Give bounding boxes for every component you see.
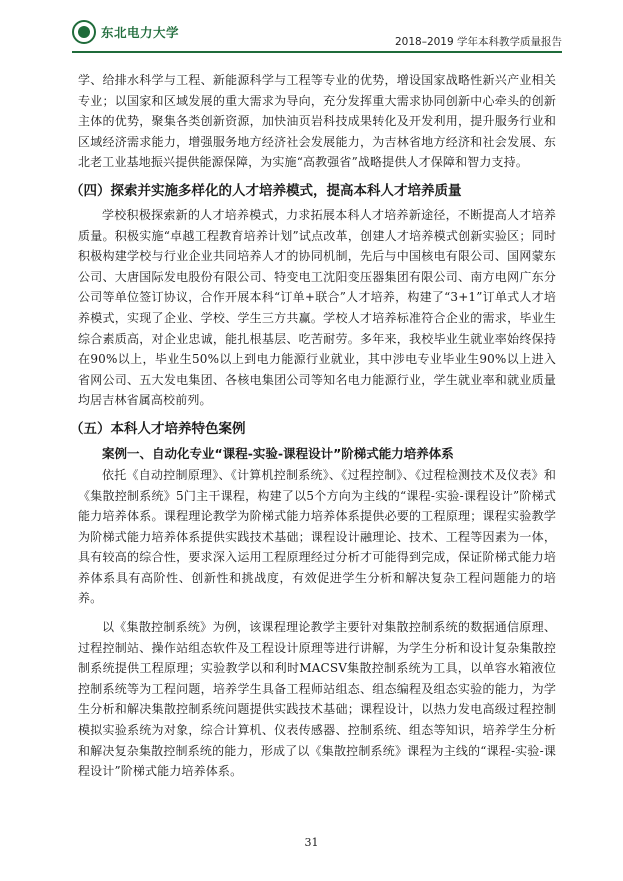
case-1-title: 案例一、自动化专业“课程-实验-课程设计”阶梯式能力培养体系 xyxy=(102,445,454,461)
report-title: 2018–2019 学年本科教学质量报告 xyxy=(394,36,562,48)
page-body xyxy=(70,70,556,782)
university-seal-icon xyxy=(72,20,96,44)
section-4-heading: （四）探索并实施多样化的人才培养模式，提高本科人才培养质量 xyxy=(70,182,462,199)
case-1-paragraph-2: 以《集散控制系统》为例，该课程理论教学主要针对集散控制系统的数据通信原理、过程控制站、操作站组态软件及工程设计原理等进行讲解，为学生分析和设计复杂集散控制系统提供工程原理；实验教学以和利时MACSV集散控制系统为工具，以单容水箱液位控制系统等为工程问题，培养学生具备工程师站组态、组态编程及组态实验的能力，为学生分析和解决集散控制系统问题提供实践技术基础；课程设计，以热力发电高级过程控制模拟实验系统为对象，综合计算机、仪表传感器、控制系统、组态等知识，培养学生分析和解决复杂集散控制系统的能力，形成了以《集散控制系统》课程为主线的“课程-实验-课程设计”阶梯式能力培养体系。 xyxy=(78,620,556,779)
university-logo xyxy=(72,20,179,44)
case-1-paragraph-1: 依托《自动控制原理》、《计算机控制系统》、《过程控制》、《过程检测技术及仪表》和《集散控制系统》5门主干课程，构建了以5个方向为主线的“课程-实验-课程设计”阶梯式能力培养体系。课程理论教学为阶梯式能力培养体系提供必要的工程原理；课程实验教学为阶梯式能力培养体系提供实践技术基础；课程设计融理论、技术、工程等因素为一体，具有较高的综合性，要求深入运用工程原理经过分析才可能得到完成，保证阶梯式能力培养体系具有高阶性、创新性和挑战度，有效促进学生分析和解决复杂工程问题能力的培养。 xyxy=(78,467,556,606)
section-5-heading: （五）本科人才培养特色案例 xyxy=(70,420,246,437)
page-header xyxy=(72,20,562,52)
section-4-paragraph: 学校积极探索新的人才培养模式，力求拓展本科人才培养新途径，不断提高人才培养质量。积极实施“卓越工程教育培养计划”试点改革，创建人才培养模式创新实验区；同时积极构建学校与行业企业共同培养人才的协同机制，先后与中国核电有限公司、国网蒙东公司、大唐国际发电股份有限公司、特变电工沈阳变压器集团有限公司、南方电网广东分公司等单位签订协议，合作开展本科“订单+联合”人才培养，构建了“3+1”订单式人才培养模式，实现了企业、学校、学生三方共赢。学校人才培养标准符合企业的需求，毕业生综合素质高，对企业忠诚，能扎根基层、吃苦耐劳。多年来，我校毕业生就业率始终保持在90%以上，毕业生50%以上到电力能源行业就业，其中涉电专业毕业生90%以上进入省网公司、五大发电集团、各核电集团公司等知名电力能源行业，学生就业率和就业质量均居吉林省属高校前列。 xyxy=(78,207,556,408)
logo-text: 东北电力大学 xyxy=(101,25,180,40)
header-divider xyxy=(72,51,562,53)
page-number: 31 xyxy=(304,836,319,849)
intro-paragraph: 学、给排水科学与工程、新能源科学与工程等专业的优势，增设国家战略性新兴产业相关专业；以国家和区域发展的重大需求为导向，充分发挥重大需求协同创新中心牵头的创新主体的优势，聚集各类创新资源，加快油页岩科技成果转化及开发利用，提升服务行业和区域经济需求能力，增强服务地方经济社会发展能力，为吉林省地方经济和社会发展、东北老工业基地振兴提供能源保障，为实施“高教强省”战略提供人才保障和智力支持。 xyxy=(78,73,556,170)
